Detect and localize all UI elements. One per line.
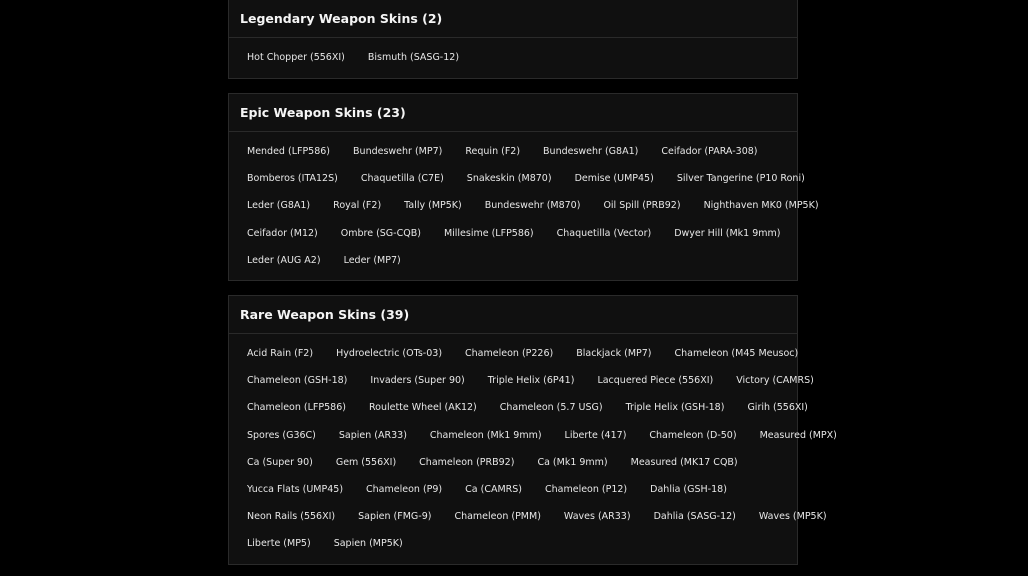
rare-skin-item[interactable]: Chameleon (M45 Meusoc) — [674, 348, 799, 360]
rare-skin-item[interactable]: Waves (AR33) — [563, 511, 631, 523]
rare-skin-item[interactable]: Chameleon (PRB92) — [419, 456, 515, 468]
epic-skins-row — [240, 247, 786, 274]
rare-skin-item[interactable]: Sapien (FMG-9) — [358, 511, 432, 523]
rare-skins-row — [240, 394, 808, 421]
rare-skins-row — [240, 340, 799, 367]
epic-skins-row — [240, 165, 805, 192]
rare-skin-item[interactable]: Measured (MK17 CQB) — [630, 456, 738, 468]
rare-skin-item[interactable]: Ca (CAMRS) — [465, 484, 522, 496]
rare-skins-list — [229, 334, 837, 562]
epic-skin-item[interactable]: Bomberos (ITA12S) — [247, 173, 338, 185]
rare-skin-item[interactable]: Invaders (Super 90) — [370, 375, 465, 387]
legendary-skins-row — [240, 44, 786, 71]
rare-skins-row — [240, 503, 827, 530]
rare-skin-item[interactable]: Measured (MPX) — [759, 429, 837, 441]
epic-skins-card — [228, 93, 819, 281]
legendary-skins-title: Legendary Weapon Skins (2) — [229, 0, 797, 38]
epic-skin-item[interactable]: Leder (MP7) — [343, 254, 401, 266]
rare-skin-item[interactable]: Roulette Wheel (AK12) — [368, 402, 477, 414]
rare-skins-row — [240, 530, 786, 557]
epic-skins-title: Epic Weapon Skins (23) — [229, 94, 797, 132]
rare-skin-item[interactable]: Yucca Flats (UMP45) — [247, 484, 344, 496]
rare-skin-item[interactable]: Lacquered Piece (556XI) — [597, 375, 714, 387]
epic-skins-row — [240, 220, 786, 247]
epic-skin-item[interactable]: Bundeswehr (G8A1) — [543, 146, 639, 158]
epic-skin-item[interactable]: Bundeswehr (MP7) — [353, 146, 443, 158]
rare-skins-title: Rare Weapon Skins (39) — [229, 296, 797, 334]
rare-skins-row — [240, 422, 837, 449]
legendary-skins-list — [229, 38, 797, 75]
legendary-skin-item[interactable]: Hot Chopper (556XI) — [247, 52, 345, 64]
epic-skin-item[interactable]: Ombre (SG-CQB) — [340, 227, 421, 239]
epic-skin-item[interactable]: Chaquetilla (C7E) — [360, 173, 444, 185]
rare-skin-item[interactable]: Chameleon (LFP586) — [247, 402, 346, 414]
rare-skin-item[interactable]: Liberte (MP5) — [247, 538, 311, 550]
rare-skin-item[interactable]: Acid Rain (F2) — [247, 348, 314, 360]
rare-skin-item[interactable]: Chameleon (GSH-18) — [247, 375, 348, 387]
rare-skin-item[interactable]: Sapien (MP5K) — [333, 538, 403, 550]
epic-skin-item[interactable]: Leder (G8A1) — [247, 200, 311, 212]
rare-skin-item[interactable]: Hydroelectric (OTs-03) — [336, 348, 443, 360]
rare-skin-item[interactable]: Blackjack (MP7) — [576, 348, 652, 360]
rare-skin-item[interactable]: Dahlia (SASG-12) — [653, 511, 736, 523]
rare-skin-item[interactable]: Chameleon (PMM) — [454, 511, 541, 523]
rare-skin-item[interactable]: Ca (Mk1 9mm) — [537, 456, 608, 468]
rare-skins-card — [228, 295, 837, 565]
rare-skin-item[interactable]: Liberte (417) — [564, 429, 627, 441]
epic-skin-item[interactable]: Ceifador (M12) — [247, 227, 318, 239]
rare-skins-row — [240, 367, 814, 394]
epic-skin-item[interactable]: Dwyer Hill (Mk1 9mm) — [674, 227, 781, 239]
rare-skin-item[interactable]: Chameleon (P12) — [545, 484, 628, 496]
rare-skins-row — [240, 476, 786, 503]
epic-skin-item[interactable]: Bundeswehr (M870) — [484, 200, 581, 212]
rare-skin-item[interactable]: Chameleon (P9) — [366, 484, 443, 496]
rare-skin-item[interactable]: Chameleon (D-50) — [649, 429, 737, 441]
epic-skin-item[interactable]: Tally (MP5K) — [404, 200, 462, 212]
rare-skin-item[interactable]: Sapien (AR33) — [338, 429, 407, 441]
rare-skin-item[interactable]: Chameleon (P226) — [465, 348, 554, 360]
epic-skin-item[interactable]: Leder (AUG A2) — [247, 254, 321, 266]
rare-skin-item[interactable]: Ca (Super 90) — [247, 456, 313, 468]
epic-skin-item[interactable]: Nighthaven MK0 (MP5K) — [703, 200, 819, 212]
epic-skin-item[interactable]: Snakeskin (M870) — [466, 173, 552, 185]
rare-skin-item[interactable]: Victory (CAMRS) — [736, 375, 814, 387]
epic-skin-item[interactable]: Oil Spill (PRB92) — [603, 200, 681, 212]
epic-skins-list — [229, 132, 819, 278]
rare-skin-item[interactable]: Chameleon (5.7 USG) — [499, 402, 603, 414]
legendary-skin-item[interactable]: Bismuth (SASG-12) — [367, 52, 460, 64]
epic-skin-item[interactable]: Silver Tangerine (P10 Roni) — [676, 173, 805, 185]
rare-skin-item[interactable]: Triple Helix (6P41) — [487, 375, 575, 387]
epic-skin-item[interactable]: Mended (LFP586) — [247, 146, 331, 158]
rare-skin-item[interactable]: Girih (556XI) — [747, 402, 808, 414]
epic-skins-row — [240, 192, 819, 219]
rare-skin-item[interactable]: Triple Helix (GSH-18) — [625, 402, 725, 414]
rare-skin-item[interactable]: Waves (MP5K) — [758, 511, 827, 523]
epic-skin-item[interactable]: Chaquetilla (Vector) — [556, 227, 652, 239]
epic-skin-item[interactable]: Millesime (LFP586) — [443, 227, 534, 239]
epic-skin-item[interactable]: Ceifador (PARA-308) — [661, 146, 758, 158]
epic-skin-item[interactable]: Royal (F2) — [333, 200, 382, 212]
legendary-skins-card — [228, 0, 798, 79]
rare-skins-row — [240, 449, 786, 476]
epic-skins-row — [240, 138, 786, 165]
rare-skin-item[interactable]: Chameleon (Mk1 9mm) — [429, 429, 542, 441]
rare-skin-item[interactable]: Neon Rails (556XI) — [247, 511, 336, 523]
epic-skin-item[interactable]: Demise (UMP45) — [574, 173, 654, 185]
rare-skin-item[interactable]: Spores (G36C) — [247, 429, 316, 441]
rare-skin-item[interactable]: Dahlia (GSH-18) — [650, 484, 727, 496]
epic-skin-item[interactable]: Requin (F2) — [465, 146, 521, 158]
rare-skin-item[interactable]: Gem (556XI) — [335, 456, 397, 468]
